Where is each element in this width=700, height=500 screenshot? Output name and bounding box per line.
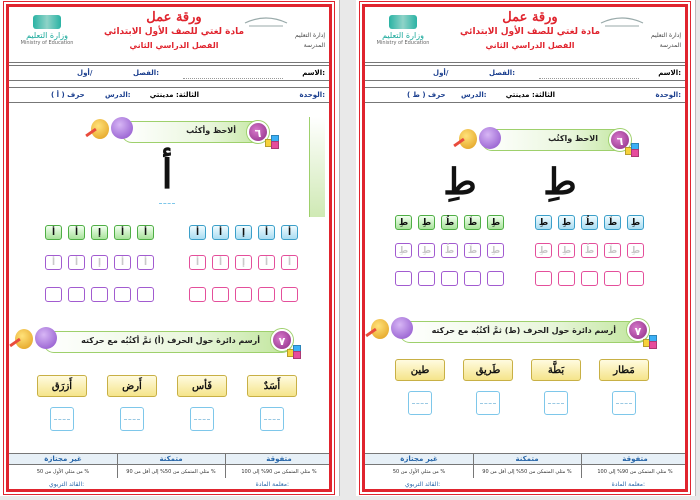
lesson-info-row: [365, 87, 685, 103]
trace-tile[interactable]: أ: [212, 255, 229, 270]
answer-box[interactable]: [544, 391, 568, 415]
worksheet-page-taa: [356, 0, 696, 496]
letter-tile: طُ: [441, 215, 458, 230]
cubes-icon: [287, 345, 301, 359]
letter-tile: أ: [137, 225, 154, 240]
exercise-content: [9, 105, 329, 447]
trace-tile[interactable]: طِ: [487, 243, 504, 258]
answer-box[interactable]: [120, 407, 144, 431]
letter-tile: أ: [45, 225, 62, 240]
answer-box[interactable]: [190, 407, 214, 431]
write-tile[interactable]: [604, 271, 621, 286]
answer-box[interactable]: [408, 391, 432, 415]
exercise-6-number: ٦: [247, 121, 269, 143]
word-card[interactable]: أَسَدٌ: [247, 375, 297, 397]
letter-tile: أ: [114, 225, 131, 240]
level-fail: غير مجتازة: [44, 455, 82, 463]
letter-tile: أ: [68, 225, 85, 240]
letter-tile: إ: [235, 225, 252, 240]
name-label: الاسم:: [302, 69, 325, 77]
page-header: [9, 7, 329, 63]
level-excellent-detail: مثلي المتمكن من 90% إلى 100 %: [597, 469, 673, 475]
word-card[interactable]: فَأس: [177, 375, 227, 397]
trace-tile[interactable]: طُ: [441, 243, 458, 258]
write-tile[interactable]: [91, 287, 108, 302]
exercise-7-text: أرسم دائرة حول الحرف (أ) ثمَّ أكتُبُه مع حركته: [81, 336, 260, 345]
level-fail: غير مجتازة: [400, 455, 438, 463]
ministry-logo: وزارة التعليم Ministry of Education: [371, 15, 435, 46]
section-label: أول/: [433, 69, 449, 77]
letter-tile: طَ: [464, 215, 481, 230]
trace-tile[interactable]: أ: [189, 255, 206, 270]
admin-info: إدارة التعليم المدرسة: [295, 32, 325, 49]
page-header: [365, 7, 685, 63]
mascot-icon: [91, 117, 135, 141]
ministry-logo-icon: [389, 15, 417, 29]
ministry-logo: وزارة التعليم Ministry of Education: [15, 15, 79, 46]
name-field[interactable]: [539, 67, 639, 79]
level-fail-detail: من مثلي الأول من 50 %: [36, 469, 90, 475]
big-letter: أ: [161, 151, 173, 198]
write-tile[interactable]: [487, 271, 504, 286]
write-tile[interactable]: [258, 287, 275, 302]
mascot-icon: [15, 327, 59, 351]
assessment-footer: [9, 453, 329, 491]
big-letter: طِ: [443, 161, 477, 203]
cubes-icon: [625, 143, 639, 157]
worksheet-title: ورقة عمل: [146, 10, 202, 25]
exercise-6-text: ألاحظ وأكتُب: [186, 126, 236, 135]
page-frame: [6, 4, 332, 492]
trace-tile[interactable]: أ: [281, 255, 298, 270]
letter-grid-right: [535, 215, 645, 315]
level-proficient: متمكنة: [159, 455, 183, 463]
lesson-label: الدرس:: [461, 91, 487, 99]
letter-tile: طَ: [604, 215, 621, 230]
exercise-7-text: أرسم دائرة حول الحرف (ط) ثمَّ أكتُبُه مع حركته: [431, 326, 616, 335]
class-label: الفصل:: [488, 69, 515, 77]
trace-tile[interactable]: طُ: [581, 243, 598, 258]
answer-box[interactable]: [50, 407, 74, 431]
cubes-icon: [265, 135, 279, 149]
teacher-signature: معلمة المادة:: [255, 481, 289, 488]
worksheet-page-alif: [0, 0, 340, 496]
write-tile[interactable]: [114, 287, 131, 302]
trace-tile[interactable]: طِ: [558, 243, 575, 258]
trace-tile[interactable]: أ: [68, 255, 85, 270]
answer-box[interactable]: [612, 391, 636, 415]
student-info-row: [365, 65, 685, 81]
word-card[interactable]: طين: [395, 359, 445, 381]
level-fail-detail: من مثلي الأول من 50 %: [392, 469, 446, 475]
level-excellent-detail: مثلي المتمكن من 90% إلى 100 %: [241, 469, 317, 475]
letter-tile: أ: [212, 225, 229, 240]
unit-label: الوحدة:: [299, 91, 325, 99]
letter-grid-right: [189, 225, 299, 325]
write-tile[interactable]: [558, 271, 575, 286]
lesson-value: حرف ( ط ): [407, 91, 446, 99]
letter-tile: أ: [189, 225, 206, 240]
write-tile[interactable]: [535, 271, 552, 286]
trace-tile[interactable]: طِ: [418, 243, 435, 258]
write-tile[interactable]: [189, 287, 206, 302]
write-tile[interactable]: [464, 271, 481, 286]
letter-tile: طِ: [395, 215, 412, 230]
leader-signature: القائد التربوي:: [49, 481, 85, 488]
trace-tile[interactable]: إ: [235, 255, 252, 270]
letter-tile: طُ: [581, 215, 598, 230]
subject-line: مادة لغتي للصف الأول الابتدائي: [459, 27, 601, 37]
letter-tile: أ: [258, 225, 275, 240]
level-proficient-detail: مثلي المتمكن من 50% إلى أقل من 90 %: [482, 469, 572, 475]
letter-tile: إ: [91, 225, 108, 240]
name-field[interactable]: [183, 67, 283, 79]
answer-box[interactable]: [476, 391, 500, 415]
leader-signature: القائد التربوي:: [405, 481, 441, 488]
trace-tile[interactable]: إ: [91, 255, 108, 270]
trace-tile[interactable]: أ: [45, 255, 62, 270]
ministry-logo-icon: [33, 15, 61, 29]
write-tile[interactable]: [441, 271, 458, 286]
write-tile[interactable]: [137, 287, 154, 302]
trace-tile[interactable]: طَ: [604, 243, 621, 258]
exercise-6-text: الاحظ واكتُب: [548, 134, 598, 143]
unit-value: الثالثة: مدينتي: [505, 91, 555, 99]
word-card[interactable]: أَرض: [107, 375, 157, 397]
subject-line: مادة لغتي للصف الأول الابتدائي: [103, 27, 245, 37]
write-tile[interactable]: [395, 271, 412, 286]
class-label: الفصل:: [132, 69, 159, 77]
unit-value: الثالثة: مدينتي: [149, 91, 199, 99]
word-card[interactable]: بَطَّة: [531, 359, 581, 381]
exercise-content: [365, 105, 685, 447]
letter-tile: طِ: [535, 215, 552, 230]
lesson-value: حرف ( أ ): [51, 91, 85, 99]
letter-grid-left: [45, 225, 155, 325]
lesson-info-row: [9, 87, 329, 103]
letter-tile: طِ: [627, 215, 644, 230]
kingdom-crest-icon: [599, 13, 645, 33]
answer-box[interactable]: [260, 407, 284, 431]
trace-tile[interactable]: طِ: [627, 243, 644, 258]
cubes-icon: [643, 335, 657, 349]
kingdom-crest-icon: [243, 13, 289, 33]
exercise-7-number: ٧: [627, 319, 649, 341]
mascot-icon: [371, 317, 415, 341]
word-card[interactable]: طَريق: [463, 359, 513, 381]
level-proficient: متمكنة: [515, 455, 539, 463]
write-tile[interactable]: [235, 287, 252, 302]
write-tile[interactable]: [68, 287, 85, 302]
unit-label: الوحدة:: [655, 91, 681, 99]
section-label: أول/: [77, 69, 93, 77]
letter-tile: طِ: [418, 215, 435, 230]
big-letter: طِ: [543, 161, 577, 203]
write-tile[interactable]: [45, 287, 62, 302]
level-excellent: متفوقة: [266, 455, 292, 463]
trace-tile[interactable]: طَ: [464, 243, 481, 258]
assessment-footer: [365, 453, 685, 491]
word-card[interactable]: مَطار: [599, 359, 649, 381]
level-proficient-detail: مثلي المتمكن من 50% إلى أقل من 90 %: [126, 469, 216, 475]
letter-tile: طِ: [558, 215, 575, 230]
trace-tile[interactable]: طِ: [535, 243, 552, 258]
admin-info: إدارة التعليم المدرسة: [651, 32, 681, 49]
worksheet-title: ورقة عمل: [502, 10, 558, 25]
trace-tile[interactable]: طِ: [395, 243, 412, 258]
lesson-label: الدرس:: [105, 91, 131, 99]
student-info-row: [9, 65, 329, 81]
page-frame: [362, 4, 688, 492]
write-tile[interactable]: [281, 287, 298, 302]
tracing-guide: [159, 203, 175, 204]
exercise-6-number: ٦: [609, 129, 631, 151]
term-line: الفصل الدراسي الثاني: [129, 41, 219, 50]
teacher-signature: معلمة المادة:: [611, 481, 645, 488]
write-tile[interactable]: [627, 271, 644, 286]
level-excellent: متفوقة: [622, 455, 648, 463]
write-tile[interactable]: [581, 271, 598, 286]
letter-tile: أ: [281, 225, 298, 240]
exercise-7-bar: [43, 331, 293, 353]
letter-grid-left: [395, 215, 505, 315]
trace-tile[interactable]: أ: [114, 255, 131, 270]
write-tile[interactable]: [212, 287, 229, 302]
trace-tile[interactable]: أ: [137, 255, 154, 270]
side-decoration: [309, 117, 325, 217]
write-tile[interactable]: [418, 271, 435, 286]
term-line: الفصل الدراسي الثاني: [485, 41, 575, 50]
exercise-7-bar: [399, 321, 649, 343]
letter-tile: طِ: [487, 215, 504, 230]
mascot-icon: [459, 127, 503, 151]
exercise-7-number: ٧: [271, 329, 293, 351]
name-label: الاسم:: [658, 69, 681, 77]
word-card[interactable]: أَزرَق: [37, 375, 87, 397]
trace-tile[interactable]: أ: [258, 255, 275, 270]
